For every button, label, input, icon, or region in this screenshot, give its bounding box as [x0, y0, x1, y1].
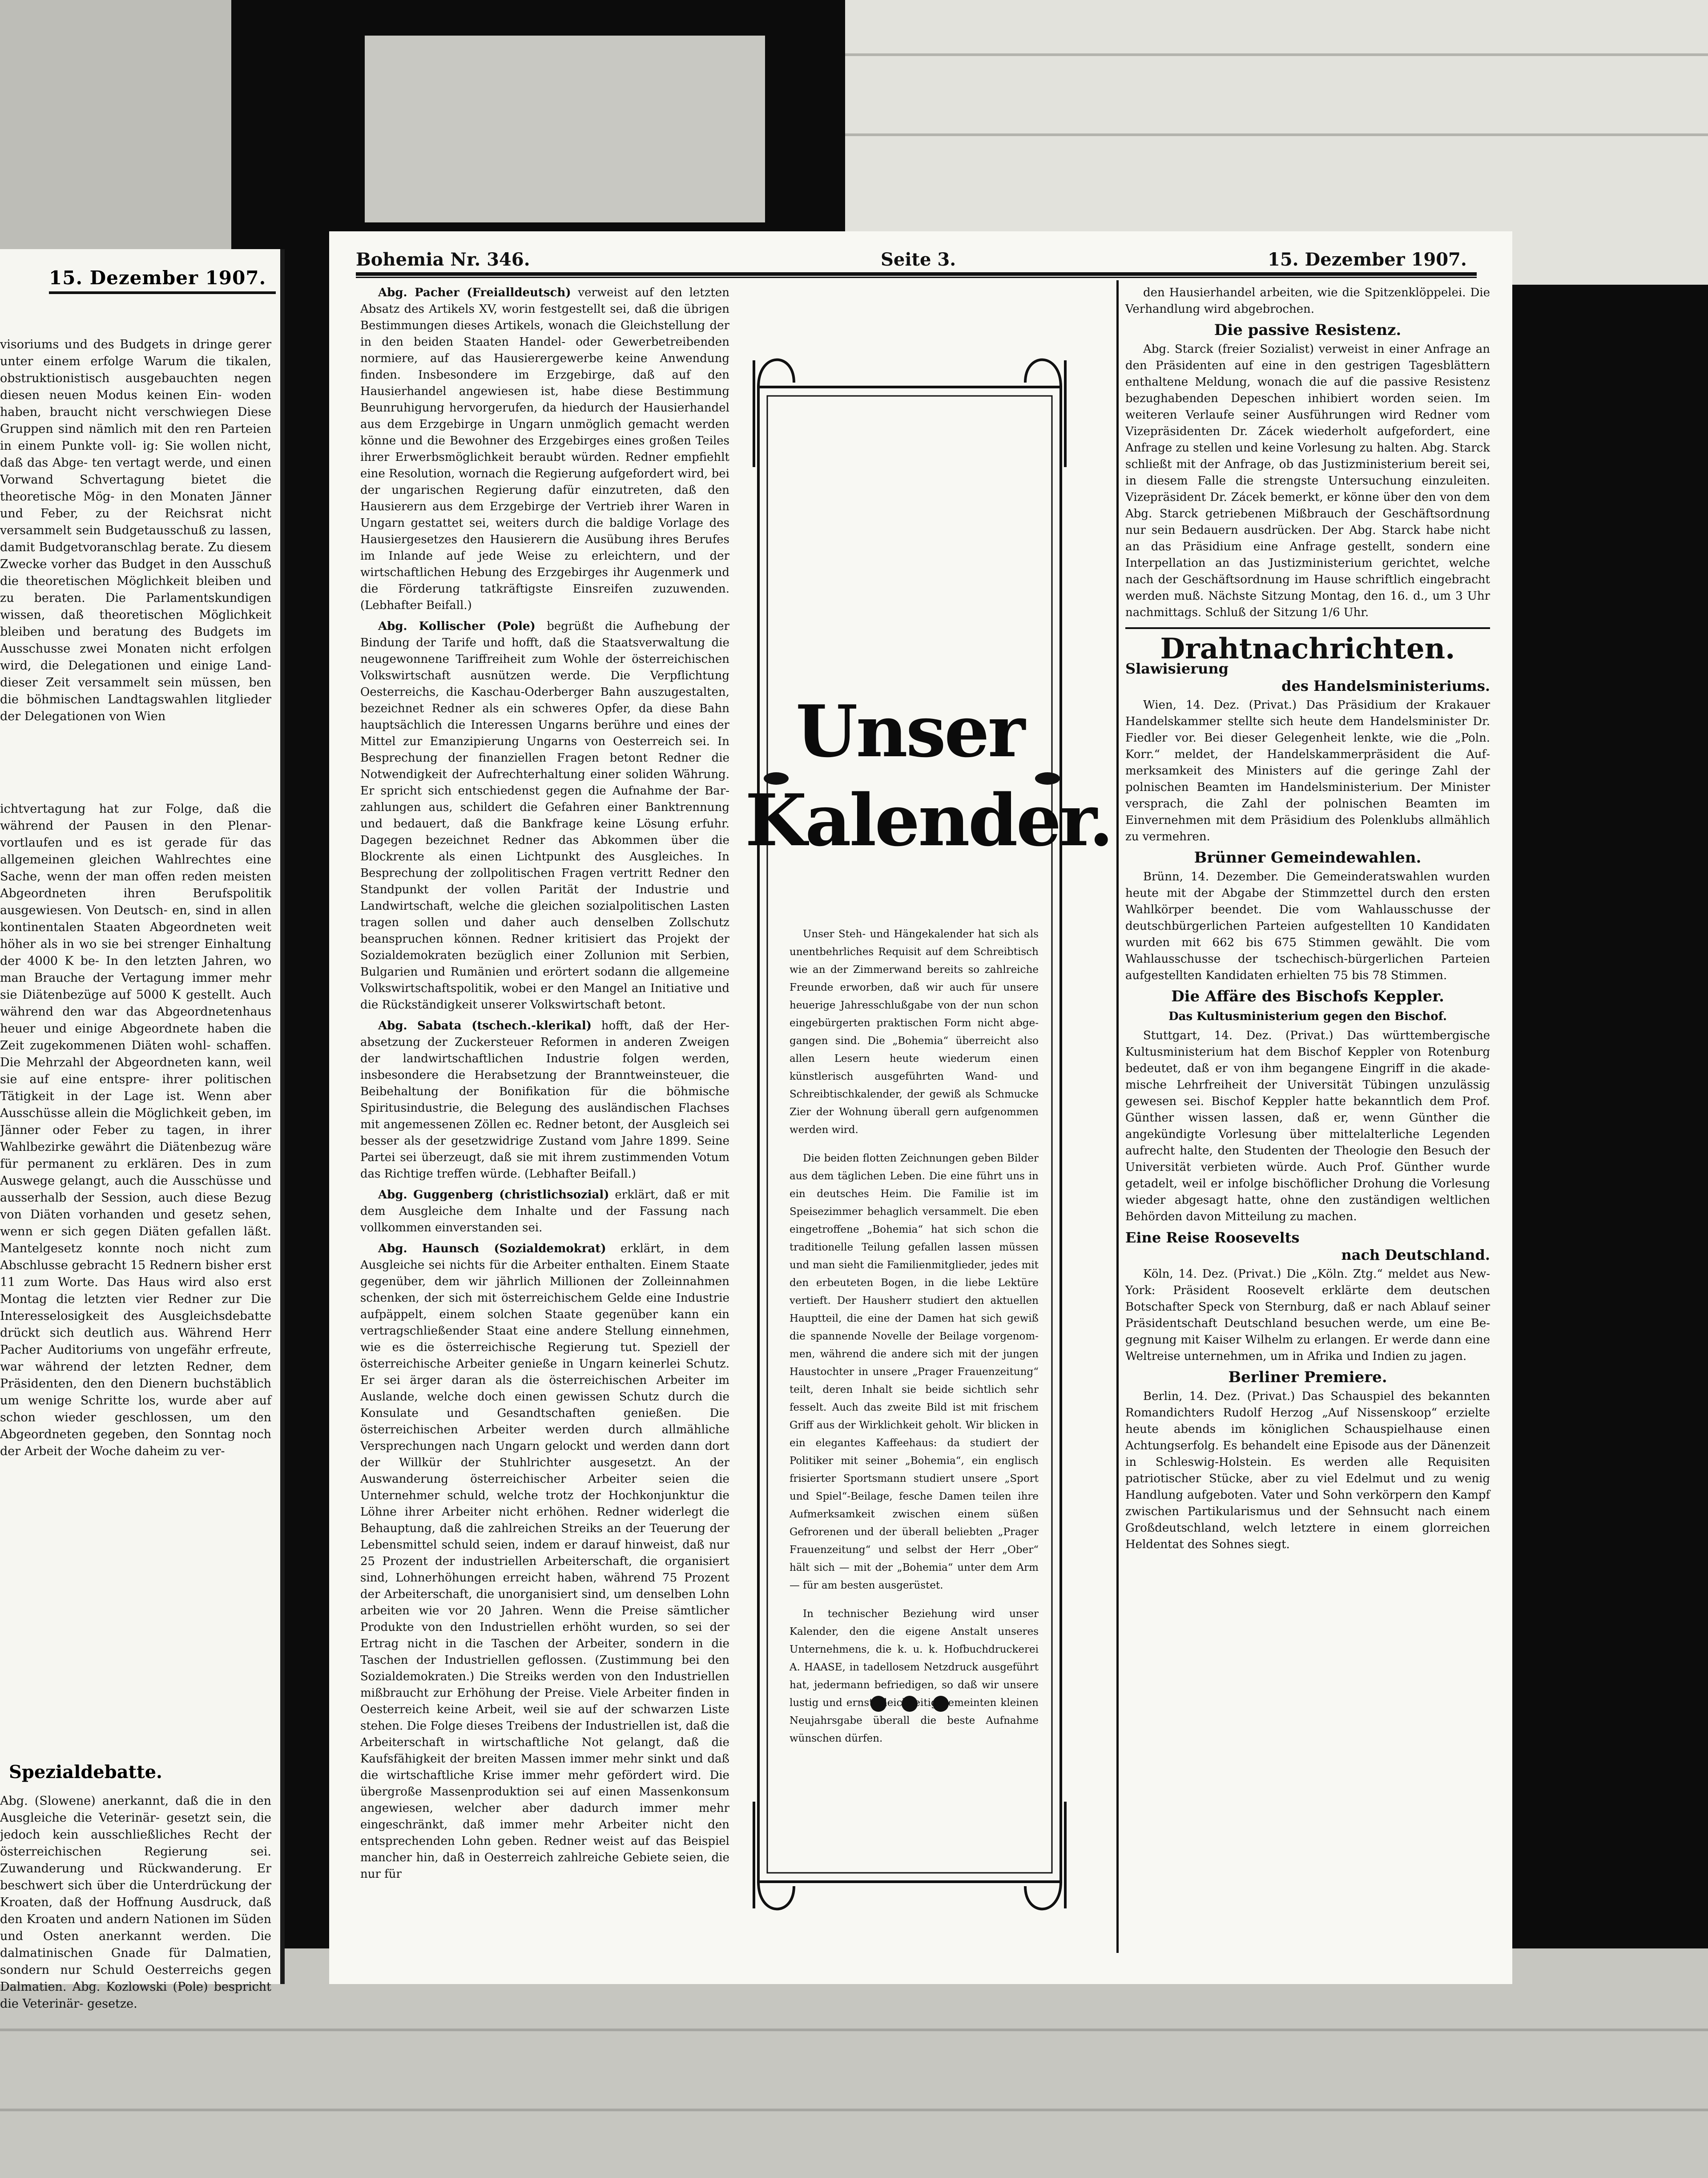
- header-rule: [356, 272, 1477, 276]
- previous-page-text: [0, 302, 275, 1494]
- news-headline: Brünner Gemeindewahlen.: [1194, 849, 1422, 867]
- ad-body: [790, 925, 1039, 1758]
- speaker-name: Abg. Haunsch (Sozialdemokrat): [378, 1242, 606, 1255]
- speech-text: erklärt, in dem Ausgleiche sei nichts für die Arbeiter enthalten. Einem Staate gegenüber, dem wir jährlich Millionen der Zolleinnahmen schenken, der sich mit österreichischem Gelde eine Industrie aufpäppelt, einem solchen Staate gegenüber kann ein vertragschließender Staat eine andere Stellung einnehmen, wie es die österreichische Regierung tut. Speziell der österreichische Arbeiter genieße in Ungarn keinerlei Schutz. Er sei ärger daran als die österreichischen Arbeiter im Auslande, welche doch einen gewissen Schutz durch die Konsulate und Gesandtschaften genießen. Die österreichischen Arbeiter werden durch allmähliche Versprechungen nach Ungarn gelockt und werden dann dort der Willkür der Stuhlrichter ausgesetzt. An der Auswanderung österreichischer Arbeiter seien die Unternehmer schuld, welche trotz der Hochkonjunktur die Löhne ihrer Arbeiter nicht erhöhen. Redner widerlegt die Behauptung, daß die zahlreichen Streiks an der Teuerung der Lebensmittel schuld seien, indem er darauf hinweist, daß nur 25 Prozent der industriellen Arbeiterschaft, die organisiert sind, Lohnerhöhungen erreicht haben, während 75 Prozent der Arbeiterschaft, die unorganisiert sind, um denselben Lohn arbeiten wie vor 20 Jahren. Wenn die Preise sämtlicher Produkte von den Industriellen erhöht wurden, so sei der Ertrag nicht in die Taschen der Arbeiter, sondern in die Taschen der Industriellen geflossen. (Zustimmung bei den Sozialdemokraten.) Die Streiks werden von den Industriellen mißbraucht zur Erhöhung der Preise. Viele Arbeiter finden in Oesterreich keine Arbeit, weil sie auf der schwarzen Liste stehen. Die Folge dieses Treibens der Industriellen ist, daß die Arbeiterschaft in wirtschaftliche Not gelangt, daß die Kaufsfähigkeit der breiten Massen immer mehr sinkt und daß die wirtschaftliche Krise immer mehr gefördert wird. Die übergroße Massenproduktion sei auf einen Massenkonsum angewiesen, welcher aber dadurch immer mehr eingeschränkt, daß immer mehr Arbeiter nicht den entsprechenden Lohn geben. Redner weist auf das Beispiel mancher hin, daß in Oesterreich zahlreiche Gebiete seien, die nur für: [360, 1242, 729, 1881]
- news-headline: des Handelsministeriums.: [1281, 678, 1490, 694]
- news-paragraph: Brünn, 14. Dezember. Die Gemeinderatswahlen wurden heute mit der Abgabe der Stimmzettel durch den ersten Wahlkörper beendet. Die vom Wahlausschusse der deutschbürgerlichen Parteien aufgestellten 10 Kandidaten wurden mit 662 bis 675 Stimmen gewählt. Die vom Wahlausschusse der tschechisch-bürgerlichen Parteien aufgestellten Kandidaten erhielten 75 bis 78 Stimmen.: [1125, 870, 1490, 982]
- ad-title-line1: Unser: [795, 690, 1024, 773]
- background-board: [365, 36, 765, 222]
- speech-text: hofft, daß der Herabsetzung der Zuckersteuer Reformen in anderen Zweigen der landwirtschaftlichen Industrie folgen werden, insbesondere die Herabsetzung der Branntweinsteuer, die Beibehaltung der Bonifikation für die böhmische Spiritusindustrie, die Belegung des ausländischen Flachses mit angemessenen Zöllen ec. Redner betont, der Ausgleich sei besser als der gesetzwidrige Zustand vom Jahre 1899. Seine Partei sei überzeugt, daß sie mit ihrem zustimmenden Votum das Richtige treffen würde. (Lebhafter Beifall.): [360, 1019, 730, 1181]
- calendar-advertisement: [745, 334, 1112, 1926]
- speaker-name: Abg. Sabata (tschech.-klerikal): [378, 1019, 592, 1033]
- news-headline: Eine Reise Roosevelts: [1125, 1229, 1300, 1246]
- newspaper-page: [329, 231, 1512, 1984]
- wood-grain: [0, 2109, 1708, 2111]
- speaker-name: Abg. Pacher (Freialldeutsch): [378, 286, 571, 299]
- ad-paragraph: Unser Steh- und Hängekalender hat sich als unentbehrliches Requisit auf dem Schreibtisch wie an der Zimmerwand bereits so zahlreiche Freunde erworben, daß wir auch für unsere heuerige Jahresschlußgabe von der nun schon eingebürgerten praktischen Form nicht abgegangen sind. Die „Bohemia“ überreicht also allen Lesern heute wiederum einen künstlerisch ausgeführten Wand- und Schreibtischkalender, der gewiß als Schmucke Zier der Wohnung überall gern aufgenommen werden wird.: [790, 928, 1039, 1136]
- previous-page-date: 15. Dezember 1907.: [49, 267, 276, 294]
- previous-page-section-title: Spezialdebatte.: [9, 1762, 162, 1783]
- speech-paragraph: [360, 1241, 729, 1883]
- news-paragraph: Abg. Starck (freier Sozialist) verweist in einer Anfrage an den Präsidenten auf eine in den gestrigen Tagesblättern enthaltene Meldung, wonach die auf die passive Resistenz bezughabenden Depeschen inhibiert worden seien. Im weiteren Verlaufe seiner Ausführungen wird Redner vom Vizepräsidenten Dr. Zácek wiederholt aufgefordert, eine Anfrage zu stellen und keine Vorlesung zu halten. Abg. Starck schließt mit der Anfrage, ob das Justizministerium bereit sei, in diesem Falle die strengste Untersuchung einzuleiten. Vizepräsident Dr. Zácek bemerkt, er könne über den von dem Abg. Starck getriebenen Mißbrauch der Geschäftsordnung nur sein Bedauern ausdrücken. Der Abg. Starck habe nicht an das Präsidium eine Anfrage gestellt, sondern eine Interpellation an das Justizministerium gerichtet, welche nach der Geschäftsordnung im Hause schriftlich eingebracht werden muß. Nächste Sitzung Montag, den 16. d., um 3 Uhr nachmittags. Schluß der Sitzung 1/6 Uhr.: [1125, 343, 1490, 619]
- ad-paragraph: In technischer Beziehung wird unser Kalender, den die eigene Anstalt unseres Unternehmens, die k. u. k. Hofbuchdruckerei A. HAASE, in tadellosem Netzdruck ausgeführt hat, jedermann befriedigen, so daß wir unsere lustig und ernst gleichzeitig gemeinten kleinen Neujahrsgabe überall die beste Aufnahme wünschen dürfen.: [790, 1608, 1039, 1744]
- page-number: Seite 3.: [881, 249, 956, 270]
- news-headline: Slawisierung: [1125, 660, 1229, 677]
- news-paragraph: Stuttgart, 14. Dez. (Privat.) Das württembergische Kultusministerium hat dem Bischof Keppler von Rotenburg bedeutet, daß er von ihm begangene Eingriff in die akademische Lehrfreiheit der Universität Tübingen unzulässig gewesen sei. Bischof Keppler hatte bekanntlich dem Prof. Günther wissen lassen, daß er, wenn Günther die angekündigte Vorlesung über mittelalterliche Legenden aufrecht halte, den Studenten der Theologie den Besuch der Universität verbieten würde. Auch Prof. Günther wurde getadelt, weil er infolge bischöflicher Drohung die Vorlesung wieder abgesagt hatte, ohne den zuständigen weltlichen Behörden davon Mitteilung zu machen.: [1125, 1029, 1490, 1223]
- speech-paragraph: [360, 618, 729, 1013]
- parliament-report-column: [360, 285, 729, 1887]
- previous-page-section-text: Abg. (Slowene) anerkannt, daß die in den Ausgleiche die Veterinär- gesetzt sein, die jedoch kein ausschließliches Recht der österreichischen Regierung sei. Zuwanderung und Rückwanderung. Er beschwert sich über die Unterdrückung der Kroaten, daß der Hoffnung Ausdruck, daß den Kroaten und andern Nationen im Süden und Osten anerkannt werden. Die dalmatinischen Gnade für Dalmatien, sondern nur Schuld Oesterreichs gegen Dalmatien. Abg. Kozlowski (Pole) bespricht die Veterinär- gesetze.: [0, 1794, 271, 2011]
- speaker-name: Abg. Kollischer (Pole): [378, 620, 536, 633]
- news-paragraph: Köln, 14. Dez. (Privat.) Die „Köln. Ztg.“ meldet aus New-York: Präsident Roosevelt erklärte dem deutschen Botschafter Speck von Sternburg, daß er nach Ablauf seiner Präsidentschaft Deutschland besuchen werde, um eine Begegnung mit Kaiser Wilhelm zu erlangen. Er werde dann eine Weltreise unternehmen, um in Afrika und Indien zu jagen.: [1125, 1267, 1490, 1363]
- wood-grain: [0, 2029, 1708, 2031]
- section-rule: [1125, 627, 1490, 629]
- speech-paragraph: [360, 285, 729, 614]
- speaker-name: Abg. Guggenberg (christlichsozial): [378, 1188, 609, 1202]
- masthead-title: Bohemia Nr. 346.: [356, 249, 530, 270]
- speech-text: erklärt, daß er mit dem Ausgleiche dem Inhalte und der Fassung nach vollkommen einverstanden sei.: [360, 1188, 730, 1234]
- wood-grain: [845, 53, 1708, 56]
- report-conclusion: den Hausierhandel arbeiten, wie die Spitzenklöppelei. Die Verhandlung wird abgebrochen.: [1125, 286, 1490, 316]
- news-headline: nach Deutschland.: [1341, 1246, 1490, 1263]
- previous-page-paragraph: ichtvertagung hat zur Folge, daß die während der Pausen in den Plenar- vortlaufen und es ist gerade für das allgemeinen gleichen Wahlrechtes eine Sache, wenn der man offen reden meisten Abgeordneten ihren Berufspolitik ausgewiesen. Von Deutsch- en, sind in allen kontinentalen Staaten Abgeordneten weit höher als in wo sie bei strenger Einhaltung der 4000 K be- In den letzten Jahren, wo man Brauche der Vertagung immer mehr sie Diätenbezüge auf 5000 K gestellt. Auch während den war das Abgeordnetenhaus heuer und einige Abgeordnete haben die Zeit zugekommenen Diäten wohl- schaffen. Die Mehrzahl der Abgeordneten kann, weil sie auf eine entspre- ihrer politischen Tätigkeit in der Lage ist. Wenn aber Ausschüsse allein die Möglichkeit geben, im Jänner oder Feber zu tagen, in ihrer Wahlbezirke gewährt die Diätenbezug wäre für permanent zu erklären. Des in zum Auswege gelangt, auch die Ausschüsse und ausserhalb der Session, auch diese Bezug von Diäten vorhanden und gesetz sehen, wenn er sich gegen Diäten gefallen läßt. Mantelgesetz konnte noch nicht zum Abschlusse gebracht 15 Rednern bisher erst 11 zum Worte. Das Haus wird also erst Montag die letzten vier Redner zur Die Interesselosigkeit des Ausgleichsdebatte drückt sich deutlich aus. Während Herr Pacher Auditoriums von ungefähr erfreute, war während der letzten Redner, dem Präsidenten, den den Dienern buchstäblich um wenige Schritte los, wurde aber auf schon wieder geschlossen, um den Abgeordneten gegeben, den Sonntag noch der Arbeit der Woche daheim zu ver-: [0, 802, 275, 1458]
- background-board: [0, 0, 231, 249]
- news-column: [1125, 285, 1490, 1557]
- telegraph-news-heading: Drahtnachrichten.: [1160, 632, 1455, 666]
- speech-paragraph: [360, 1018, 729, 1182]
- news-paragraph: Berlin, 14. Dez. (Privat.) Das Schauspiel des bekannten Romandichters Rudolf Herzog „Auf Nissenskoop“ erzielte heute abends im königlichen Schauspielhause einen Achtungserfolg. Es behandelt eine Episode aus der Dänenzeit in Schleswig-Holstein. Es werden alle Requisiten patriotischer Stücke, aber zu viel Edelmut und zu wenig Handlung aufgeboten. Vater und Sohn verkörpern den Kampf zwischen Partikularismus und der Sehnsucht nach einem Großdeutschland, welch letztere in einem glorreichen Heldentat des Sohnes siegt.: [1125, 1390, 1490, 1551]
- previous-page: [0, 249, 285, 2011]
- speech-text: begrüßt die Aufhebung der Bindung der Tarife und hofft, daß die Staatsverwaltung die neugewonnene Tariffreiheit zum Wohle der österreichischen Volkswirtschaft ausnützen werde. Die Verpflichtung Oesterreichs, die Kaschau-Oderberger Bahn auszugestalten, bezeichnet Redner als ein schweres Opfer, da diese Bahn hauptsächlich die Interessen Ungarns berühre und eines der Mittel zur Emanzipierung Ungarns von Oesterreich sei. In Besprechung der finanziellen Fragen betont Redner die Notwendigkeit der Aufrechterhaltung einer soliden Währung. Er spricht sich entschiedenst gegen die Aufnahme der Barzahlungen aus, schildert die Gefahren einer Banktrennung und bedauert, daß die Bankfrage keine Lösung erfuhr. Dagegen bezeichnet Redner das Abkommen über die Blockrente als einen Lichtpunkt des Ausgleiches. In Besprechung der zollpolitischen Fragen vertritt Redner den Standpunkt der vollen Parität der Industrie und Landwirtschaft, welche die gleichen sozialpolitischen Lasten tragen sollen und daher auch denselben Zollschutz beanspruchen können. Redner kritisiert das Projekt der Sozialdemokraten bezüglich einer Zollunion mit Serbien, Bulgarien und Rumänien und erörtert sodann die allgemeine Volkswirtschaftspolitik, wobei er den Mangel an Initiative und die Rückständigkeit unserer Volkswirtschaft betont.: [360, 620, 729, 1012]
- issue-date: 15. Dezember 1907.: [1268, 249, 1467, 270]
- wood-grain: [845, 133, 1708, 136]
- ad-title-line2: Kalender.: [745, 778, 1112, 862]
- header-rule: [356, 277, 1477, 278]
- ad-paragraph: Die beiden flotten Zeichnungen geben Bilder aus dem täglichen Leben. Die eine führt uns in ein deutsches Heim. Die Familie ist im Speisezimmer behaglich versammelt. Die eben eingetroffene „Bohemia“ hat sich schon die traditionelle Teilung gefallen lassen müssen und man sieht die Familienmitglieder, jedes mit den erbeuteten Bogen, in die liebe Lektüre vertieft. Der Hausherr studiert den aktuellen Hauptteil, die eine der Damen hat sich gewiß die spannende Novelle der Beilage vorgenommen, während die andere sich mit der jungen Haustochter in unsere „Prager Frauenzeitung“ teilt, deren Inhalt sie beide sichtlich sehr fesselt. Auch das zweite Bild ist mit frischem Griff aus der Wirklichkeit geholt. Wir blicken in ein elegantes Kaffeehaus: da studiert der Politiker mit seiner „Bohemia“, ein englisch frisierter Sportsmann studiert unsere „Sport und Spiel“-Beilage, fesche Damen teilen ihre Aufmerksamkeit zwischen einem süßen Gefrorenen und der überall beliebten „Prager Frauenzeitung“ und selbst der Herr „Ober“ hält sich — mit der „Bohemia“ unter dem Arm — für am besten ausgerüstet.: [790, 1153, 1039, 1591]
- speech-paragraph: [360, 1187, 729, 1236]
- news-subheadline: Das Kultusministerium gegen den Bischof.: [1168, 1010, 1447, 1023]
- previous-page-paragraph: visoriums und des Budgets in dringe gerer unter einem erfolge Warum die tikalen, obstruktionistisch ausgebauchten negen diesen neuen Modus keinen Ein- woden haben, braucht nicht verschwiegen Diese Gruppen sind nämlich mit den ren Parteien in einem Punkte voll- ig: Sie wollen nicht, daß das Abge- ten vertagt werde, und einen Vorwand Schvertagung bietet die theoretische Mög- in den Monaten Jänner und Feber, zu der Reichsrat nicht versammelt sein Budgetausschuß zu lassen, damit Budgetvoranschlag berate. Zu diesem Zwecke vorher das Budget in den Ausschuß die theoretischen Möglichkeit bleiben und zu beraten. Die Parlamentskundigen wissen, daß theoretischen Möglichkeit bleiben und beratung des Budgets im Ausschusse zwei Monaten nicht erfolgen wird, die Delegationen und einige Land- dieser Zeit versammelt sein müssen, ben die böhmischen Landtagswahlen litglieder der Delegationen von Wien: [0, 338, 275, 723]
- column-divider: [1116, 280, 1119, 1953]
- news-paragraph: Wien, 14. Dez. (Privat.) Das Präsidium der Krakauer Handelskammer stellte sich heute dem Handelsminister Dr. Fiedler vor. Bei dieser Gelegenheit lenkte, wie die „Poln. Korr.“ meldet, der Handelskammerpräsident die Aufmerksamkeit des Ministers auf die geringe Zahl der polnischen Beamten im Handelsministerium. Der Minister versprach, die Zahl der polnischen Beamten im Einvernehmen mit dem Präsidium des Polenklubs allmählich zu vermehren.: [1125, 698, 1490, 843]
- news-headline: Berliner Premiere.: [1228, 1368, 1387, 1386]
- speech-text: verweist auf den letzten Absatz des Artikels XV, worin festgestellt sei, daß die übrigen Bestimmungen dieses Artikels, wonach die Gleichstellung der in den beiden Staaten Handel- oder Gewerbetreibenden normiere, auf das Hausierergewerbe keine Anwendung finden. Insbesondere im Erzgebirge, daß auf den Hausierhandel angewiesen ist, habe diese Bestimmung Beunruhigung hervorgerufen, da hiedurch der Hausierhandel aus dem Erzgebirge in Ungarn unmöglich gemacht werden könne und die Bewohner des Erzgebirges eines großen Teiles ihrer Erwerbsmöglichkeit beraubt würden. Redner empfiehlt eine Resolution, wornach die Regierung aufgefordert wird, bei der ungarischen Regierung dafür einzutreten, daß den Hausierern aus dem Erzgebirge der Vertrieb ihrer Waren in Ungarn gestattet sei, weiters durch die baldige Vorlage des Hausiergesetzes den Hausierern die Ausübung ihres Berufes im Inlande auf jede Weise zu erleichtern, und der wirtschaftlichen Hebung des Erzgebirges ihr Augenmerk und die Förderung tatkräftigste Einsreifen zuzuwenden. (Lebhafter Beifall.): [360, 286, 729, 612]
- section-heading: Die passive Resistenz.: [1214, 321, 1402, 339]
- news-headline: Die Affäre des Bischofs Keppler.: [1171, 988, 1444, 1005]
